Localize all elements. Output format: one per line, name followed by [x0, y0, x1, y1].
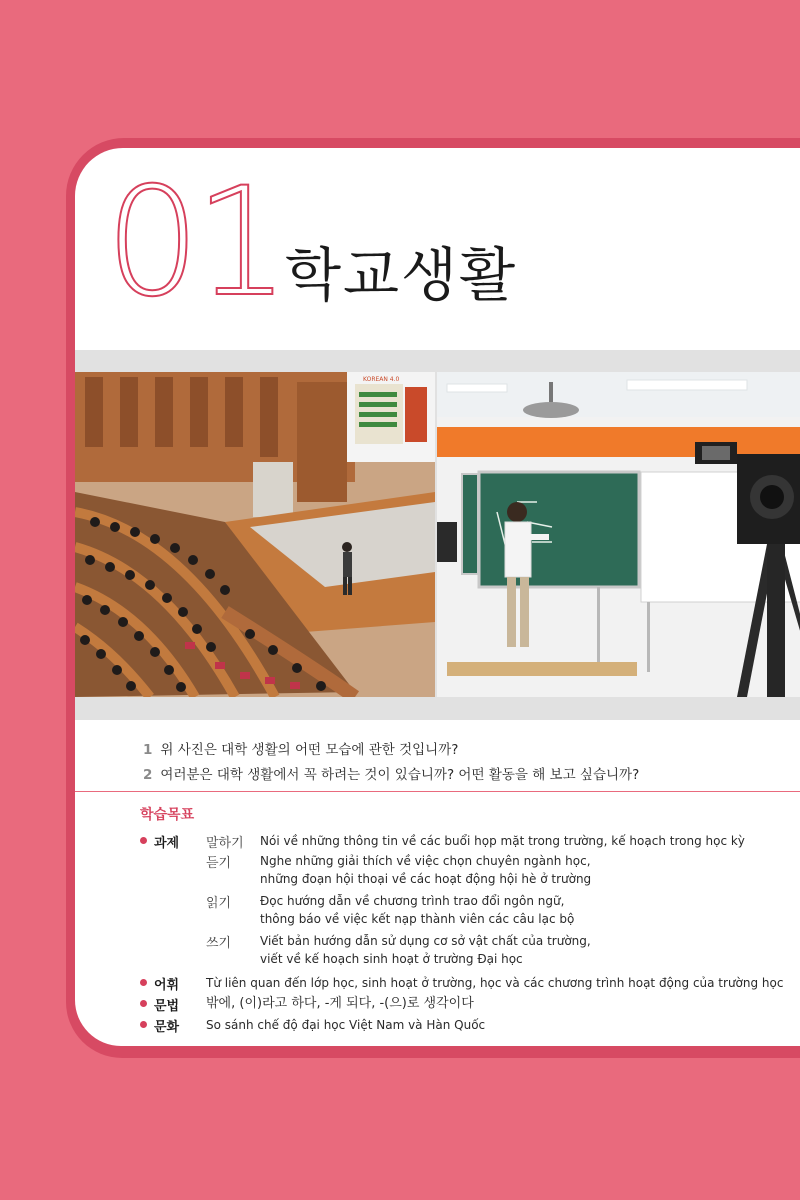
grammar-description: 밖에, (이)라고 하다, -게 되다, -(으)로 생각이다: [206, 996, 474, 1011]
bullet-icon: [140, 1000, 147, 1007]
description-line: viết về kế hoạch sinh hoạt ở trường Đại học: [260, 952, 523, 966]
goal-category-culture: 문화: [154, 1020, 180, 1035]
skill-writing: 쓰기: [206, 936, 232, 951]
bullet-icon: [140, 979, 147, 986]
goal-category-vocab: 어휘: [154, 978, 180, 993]
goal-culture: [140, 1016, 800, 1037]
section-divider: [75, 791, 800, 792]
question-2: [143, 763, 639, 788]
skill-speaking: 말하기: [206, 836, 244, 851]
culture-description: So sánh chế độ đại học Việt Nam và Hàn Quốc: [206, 1018, 486, 1032]
bullet-icon: [140, 837, 147, 844]
slide-heading: KOREAN 4.0: [363, 376, 400, 383]
chapter-number: 01: [105, 156, 284, 330]
question-number: 2: [143, 767, 153, 783]
skill-description: Nói về những thông tin về các buổi họp mặt trong trường, kế hoạch trong học kỳ: [260, 834, 745, 848]
description-line: thông báo về việc kết nạp thành viên các câu lạc bộ: [260, 912, 575, 926]
description-line: Đọc hướng dẫn về chương trình trao đổi ngôn ngữ,: [260, 894, 565, 908]
goal-task-writing: [140, 932, 800, 974]
chapter-title: 학교생활: [285, 241, 518, 309]
learning-goals: [140, 804, 800, 1037]
goal-category-task: 과제: [154, 836, 180, 851]
goal-task-speaking: [140, 832, 800, 852]
goal-task-reading: [140, 892, 800, 932]
question-text: 위 사진은 대학 생활의 어떤 모습에 관한 것입니까?: [160, 742, 459, 758]
skill-description: [260, 852, 591, 888]
lecture-hall-photo: [75, 372, 435, 697]
classroom-lecture-photo: [437, 372, 800, 697]
description-line: Viết bản hướng dẫn sử dụng cơ sở vật chất của trường,: [260, 934, 591, 948]
bullet-icon: [140, 1021, 147, 1028]
discussion-questions: [143, 738, 639, 788]
vocab-description: Từ liên quan đến lớp học, sinh hoạt ở trường, học và các chương trình hoạt động của trường học: [206, 976, 784, 990]
learning-goals-heading: 학습목표: [140, 807, 195, 823]
goal-grammar: [140, 995, 800, 1016]
description-line: Nghe những giải thích về việc chọn chuyên ngành học,: [260, 854, 591, 868]
goal-task-listening: [140, 852, 800, 892]
lesson-card: [75, 148, 800, 1046]
skill-listening: 듣기: [206, 856, 232, 871]
question-number: 1: [143, 742, 153, 758]
question-1: [143, 738, 639, 763]
skill-description: [260, 892, 574, 928]
skill-description: [260, 932, 591, 968]
goal-category-grammar: 문법: [154, 999, 180, 1014]
skill-reading: 읽기: [206, 896, 232, 911]
description-line: những đoạn hội thoại về các hoạt động hội hè ở trường: [260, 872, 592, 886]
photo-band: [75, 350, 800, 720]
question-text: 여러분은 대학 생활에서 꼭 하려는 것이 있습니까? 어떤 활동을 해 보고 싶습니까?: [160, 767, 640, 783]
goal-vocab: [140, 974, 800, 995]
